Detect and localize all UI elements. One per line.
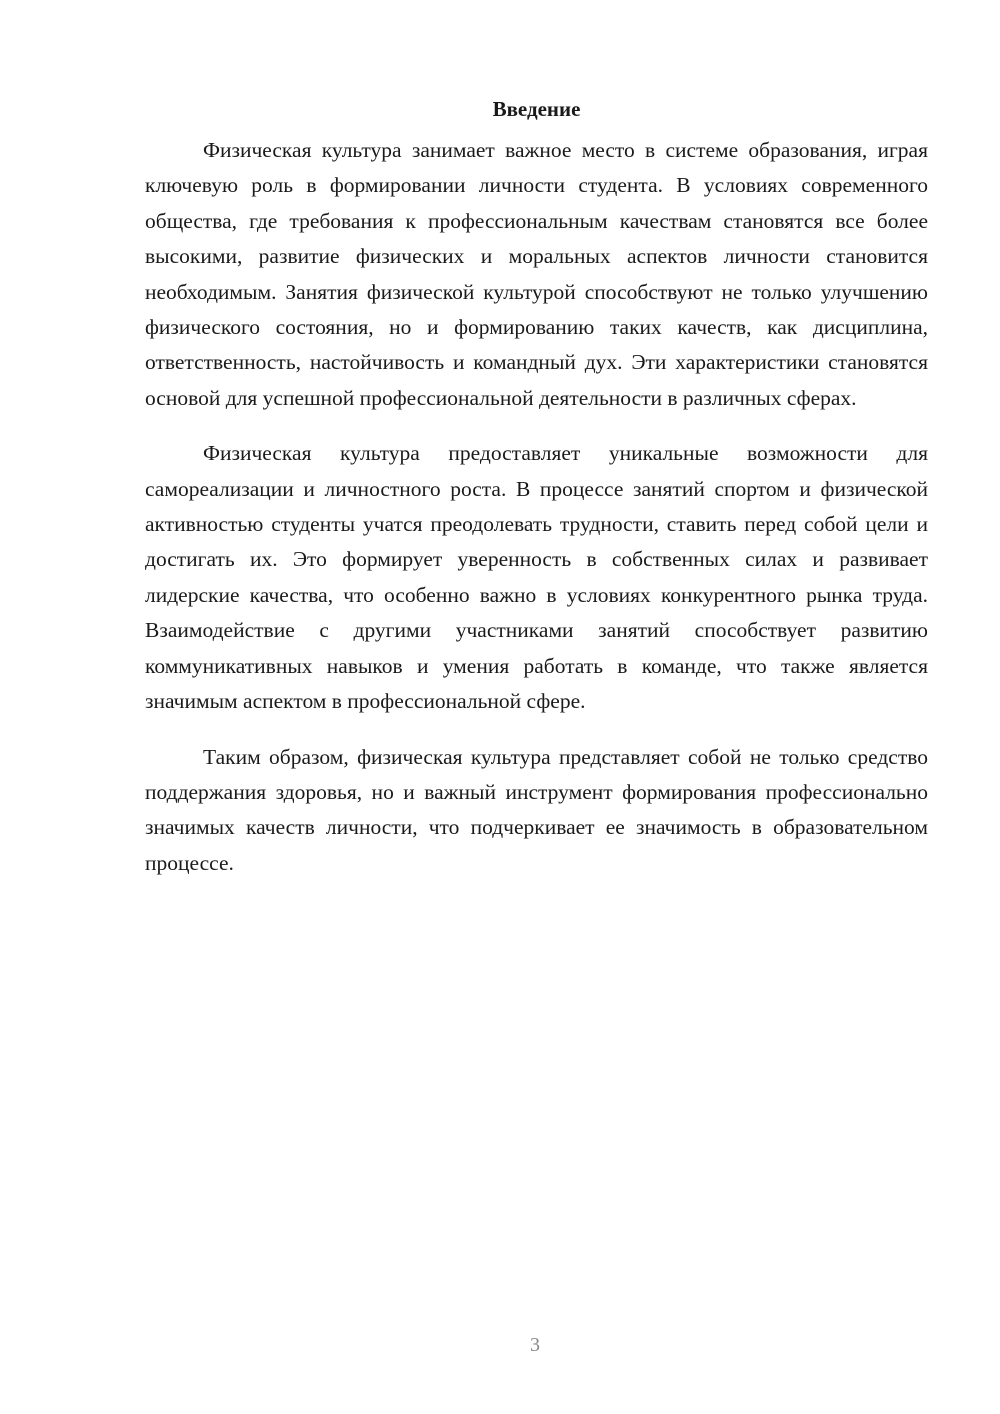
page-content bbox=[145, 92, 928, 901]
paragraph-1: Физическая культура занимает важное место в системе образования, играя ключевую роль в формировании личности студента. В условиях современного общества, где требования к профессиональным качествам становятся все более высокими, развитие физических и моральных аспектов личности становится необходимым. Занятия физической культурой способствуют не только улучшению физического состояния, но и формированию таких качеств, как дисциплина, ответственность, настойчивость и командный дух. Эти характеристики становятся основой для успешной профессиональной деятельности в различных сферах. bbox=[145, 138, 928, 410]
paragraph-2: Физическая культура предоставляет уникальные возможности для самореализации и личностного роста. В процессе занятий спортом и физической активностью студенты учатся преодолевать трудности, ставить перед собой цели и достигать их. Это формирует уверенность в собственных силах и развивает лидерские качества, что особенно важно в условиях конкурентного рынка труда. Взаимодействие с другими участниками занятий способствует развитию коммуникативных навыков и умения работать в команде, что также является значимым аспектом в профессиональной сфере. bbox=[145, 441, 928, 714]
page-number: 3 bbox=[530, 1334, 540, 1356]
section-title: Введение bbox=[492, 97, 581, 121]
paragraph-3: Таким образом, физическая культура представляет собой не только средство поддержания здоровья, но и важный инструмент формирования профессионально значимых качеств личности, что подчеркивает ее значимость в образовательном процессе. bbox=[145, 744, 928, 875]
